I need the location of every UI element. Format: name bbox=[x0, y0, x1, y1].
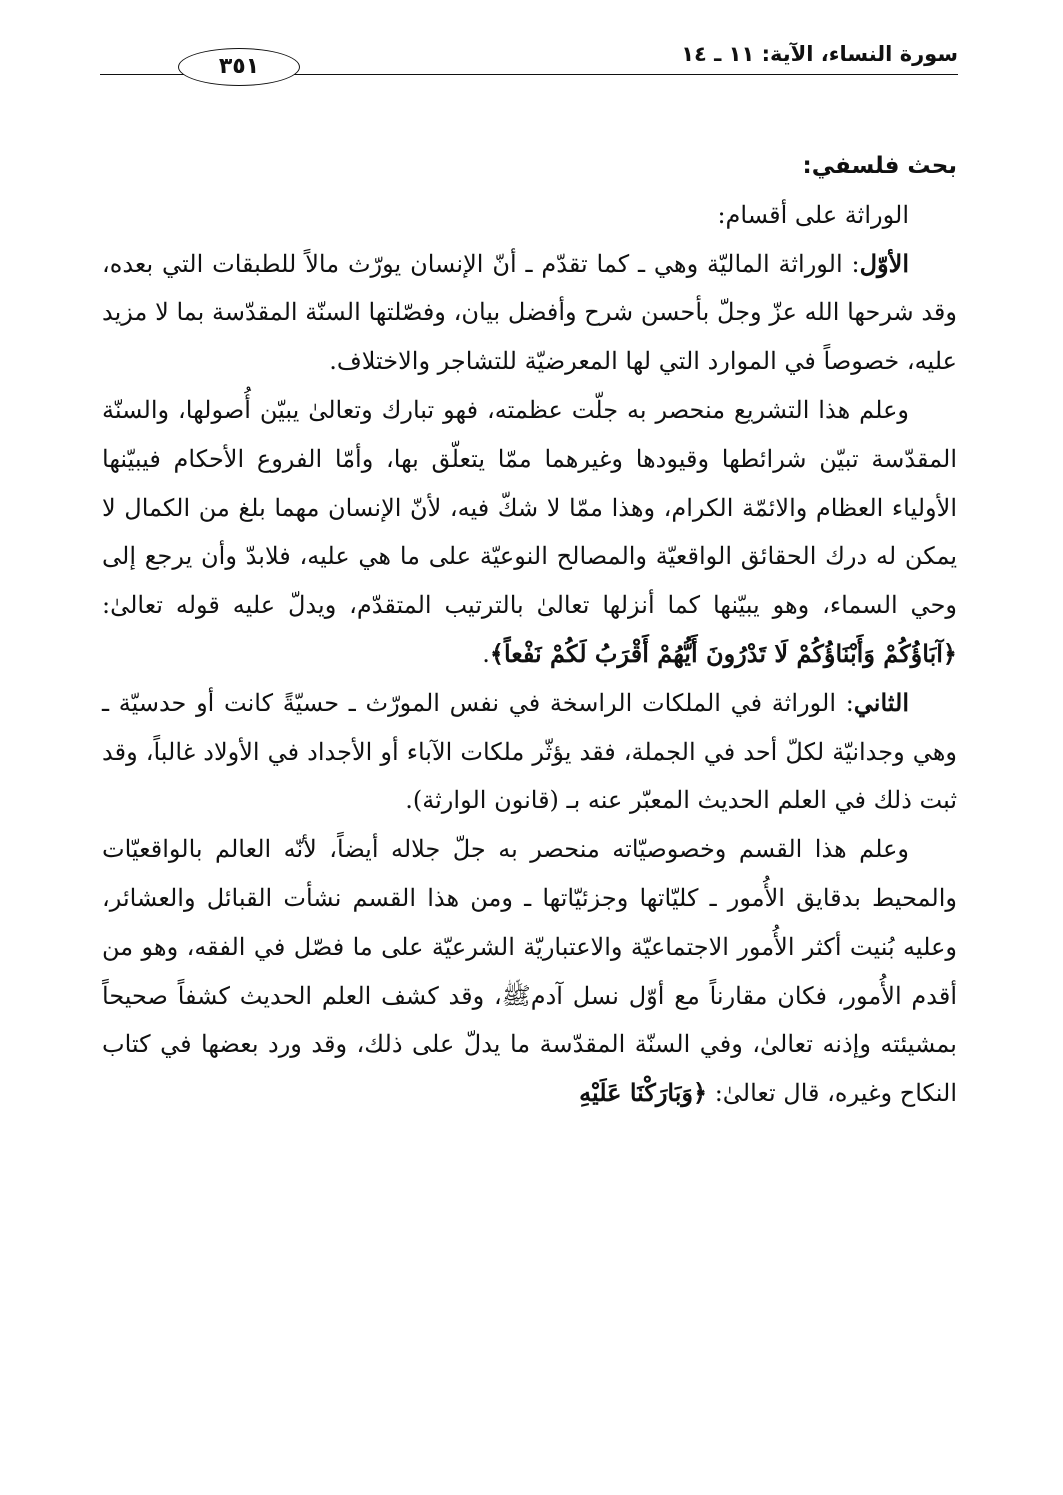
para2-text: وعلم هذا التشريع منحصر به جلّت عظمته، فهو تبارك وتعالىٰ يبيّن أُصولها، والسنّة المقدّسة تبيّن شرائطها وقيودها وغيرهما ممّا يتعلّق بها، وأمّا الفروع الأحكام فيبيّنها الأولياء العظام والائمّة الكرام، وهذا ممّا لا شكّ فيه، لأنّ الإنسان مهما بلغ من الكمال لا يمكن له درك الحقائق الواقعيّة والمصالح النوعيّة على ما هي عليه، فلابدّ وأن يرجع إلى وحي السماء، وهو يبيّنها كما أنزلها تعالىٰ بالترتيب المتقدّم، ويدلّ عليه قوله تعالىٰ: bbox=[102, 395, 957, 620]
paragraph-first-type bbox=[102, 240, 957, 386]
para4-text2: ، وقد كشف العلم الحديث كشفاً صحيحاً بمشيئته وإذنه تعالىٰ، وفي السنّة المقدّسة ما يدلّ على ذلك، وقد ورد بعضها في كتاب النكاح وغيره، قال تعالىٰ: bbox=[102, 981, 957, 1108]
intro-line: الوراثة على أقسام: bbox=[717, 200, 909, 229]
quran-verse-start: ﴿وَبَارَكْنَا عَلَيْهِ bbox=[579, 1078, 708, 1108]
second-text: : الوراثة في الملكات الراسخة في نفس المورّث ـ حسيّةً كانت أو حدسيّة ـ وهي وجدانيّة لكلّ أحد في الجملة، فقد يؤثّر ملكات الآباء أو الأجداد في الأولاد غالباً، وقد ثبت ذلك في العلم الحديث المعبّر عنه بـ (قانون الوارثة). bbox=[102, 688, 958, 815]
running-title: سورة النساء، الآية: ١١ ـ ١٤ bbox=[681, 42, 958, 66]
honorific-glyph: ﷺ bbox=[501, 981, 531, 1010]
para2-end: . bbox=[482, 639, 490, 668]
page-header bbox=[100, 38, 958, 84]
first-label: الأوّل bbox=[859, 248, 909, 278]
paragraph-second-type bbox=[102, 679, 957, 825]
page-body bbox=[102, 142, 957, 1118]
second-label: الثاني bbox=[853, 687, 909, 717]
paragraph-knowledge bbox=[102, 825, 957, 1118]
section-heading: بحث فلسفي: bbox=[802, 153, 957, 179]
paragraph-legislation bbox=[102, 386, 957, 679]
quran-verse: ﴿آبَاؤُكُمْ وَأَبْنَاؤُكُمْ لَا تَدْرُونَ أَيُّهُمْ أَقْرَبُ لَكُمْ نَفْعاً﴾ bbox=[489, 638, 957, 668]
first-text: : الوراثة الماليّة وهي ـ كما تقدّم ـ أنّ الإنسان يورّث مالاً للطبقات التي بعده، وقد شرحها الله عزّ وجلّ بأحسن شرح وأفضل بيان، وفصّلتها السنّة المقدّسة بما لا مزيد عليه، خصوصاً في الموارد التي لها المعرضيّة للتشاجر والاختلاف. bbox=[102, 249, 957, 376]
page-number: ٣٥١ bbox=[178, 48, 300, 86]
para4-text: وعلم هذا القسم وخصوصيّاته منحصر به جلّ جلاله أيضاً، لأنّه العالم بالواقعيّات والمحيط بدقايق الأُمور ـ كليّاتها وجزئيّاتها ـ ومن هذا القسم نشأت القبائل والعشائر، وعليه بُنيت أكثر الأُمور الاجتماعيّة والاعتباريّة الشرعيّة على ما فصّل في الفقه، وهو من أقدم الأُمور، فكان مقارناً مع أوّل نسل آدم bbox=[102, 835, 957, 1010]
